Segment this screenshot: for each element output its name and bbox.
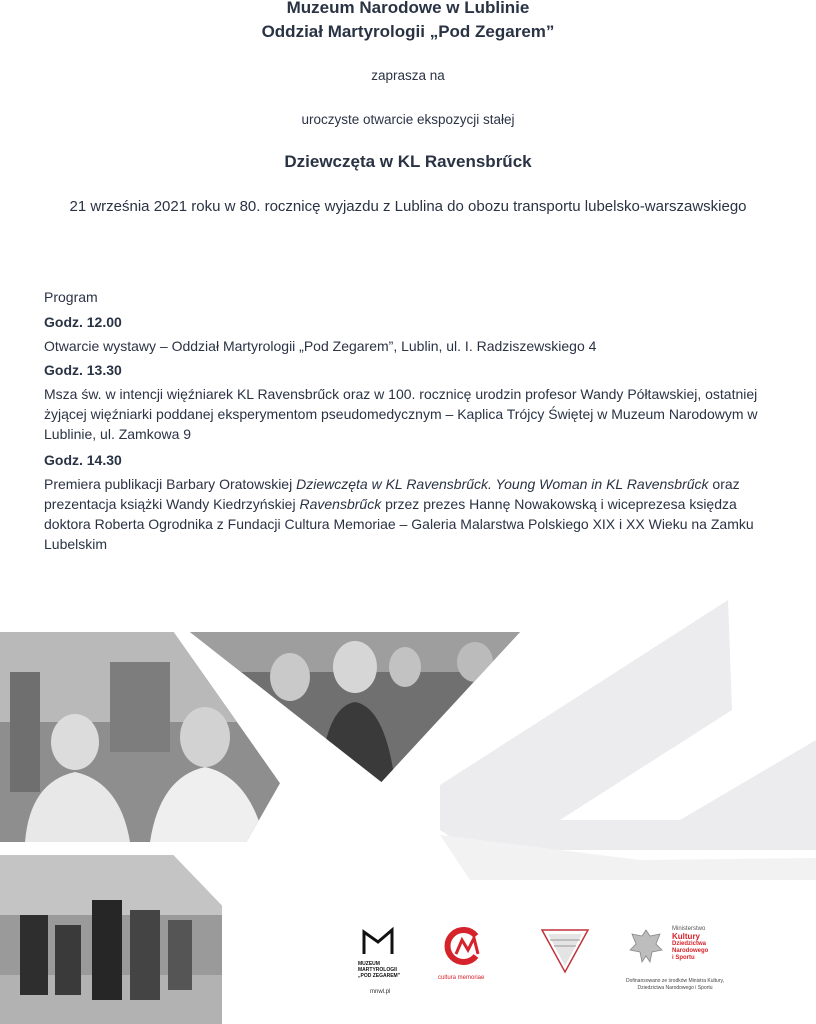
invites-text: zaprasza na xyxy=(371,68,445,83)
polish-eagle-icon xyxy=(628,926,664,966)
program-text-1: Otwarcie wystawy – Oddział Martyrologii „Pod Zegarem”, Lublin, ul. I. Radziszewskiego 4 xyxy=(44,338,597,354)
ministry-logo: Ministerstwo Kultury Dziedzictwa Narodowego i Sportu xyxy=(628,926,738,996)
triangle-emblem-icon xyxy=(540,926,590,976)
clock-roof-icon xyxy=(352,926,414,956)
program-text-3: Premiera publikacji Barbary Oratowskiej Dziewczęta w KL Ravensbrűck. Young Woman in KL Ravensbrűck oraz prezentacja książki Wandy Kiedrzyńskiej Ravensbrűck przez prezes Hannę Nowakowską i wiceprezesa księdza doktora Roberta Ogrodnika z Fundacji Cultura Memoriae – Galeria Malarstwa Polskiego XIX i XX Wieku na Zamku Lubelskim xyxy=(44,476,754,552)
program-heading: Program xyxy=(44,289,98,305)
cofinanced-note: Dofinansowano ze środków Ministra Kultury, Dziedzictwa Narodowego i Sportu xyxy=(625,978,724,991)
branch-name: Oddział Martyrologii „Pod Zegarem” xyxy=(261,22,555,41)
muzeum-martyrologii-logo: MUZEUM MARTYROLOGII „POD ZEGAREM” mnwl.pl xyxy=(352,926,414,998)
museum-name: Muzeum Narodowe w Lublinie xyxy=(286,0,530,17)
occasion-text: uroczyste otwarcie ekspozycji stałej xyxy=(301,112,515,127)
cultura-memoriae-icon xyxy=(438,926,488,966)
program-time-2: Godz. 13.30 xyxy=(44,362,122,378)
program-time-3: Godz. 14.30 xyxy=(44,452,122,468)
museum-url: mnwl.pl xyxy=(370,989,391,995)
program-text-2: Msza św. w intencji więźniarek KL Ravensbrűck oraz w 100. rocznicę urodzin profesor Wandy Półtawskiej, ostatniej żyjącej więźniarki poddanej eksperymentom pseudomedycznym – Kaplica Trójcy Świętej w Muzeum Narodowym w Lublinie, ul. Zamkowa 9 xyxy=(44,386,758,442)
archive-photo-walking-crowd xyxy=(0,855,222,1024)
program-time-1: Godz. 12.00 xyxy=(44,314,122,330)
cultura-memoriae-logo: cultura memoriae xyxy=(438,926,508,986)
triangle-emblem-logo xyxy=(540,926,590,976)
exhibition-title: Dziewczęta w KL Ravensbrűck xyxy=(284,152,532,171)
date-line: 21 września 2021 roku w 80. rocznicę wyjazdu z Lublina do obozu transportu lubelsko-warszawskiego xyxy=(69,198,747,215)
